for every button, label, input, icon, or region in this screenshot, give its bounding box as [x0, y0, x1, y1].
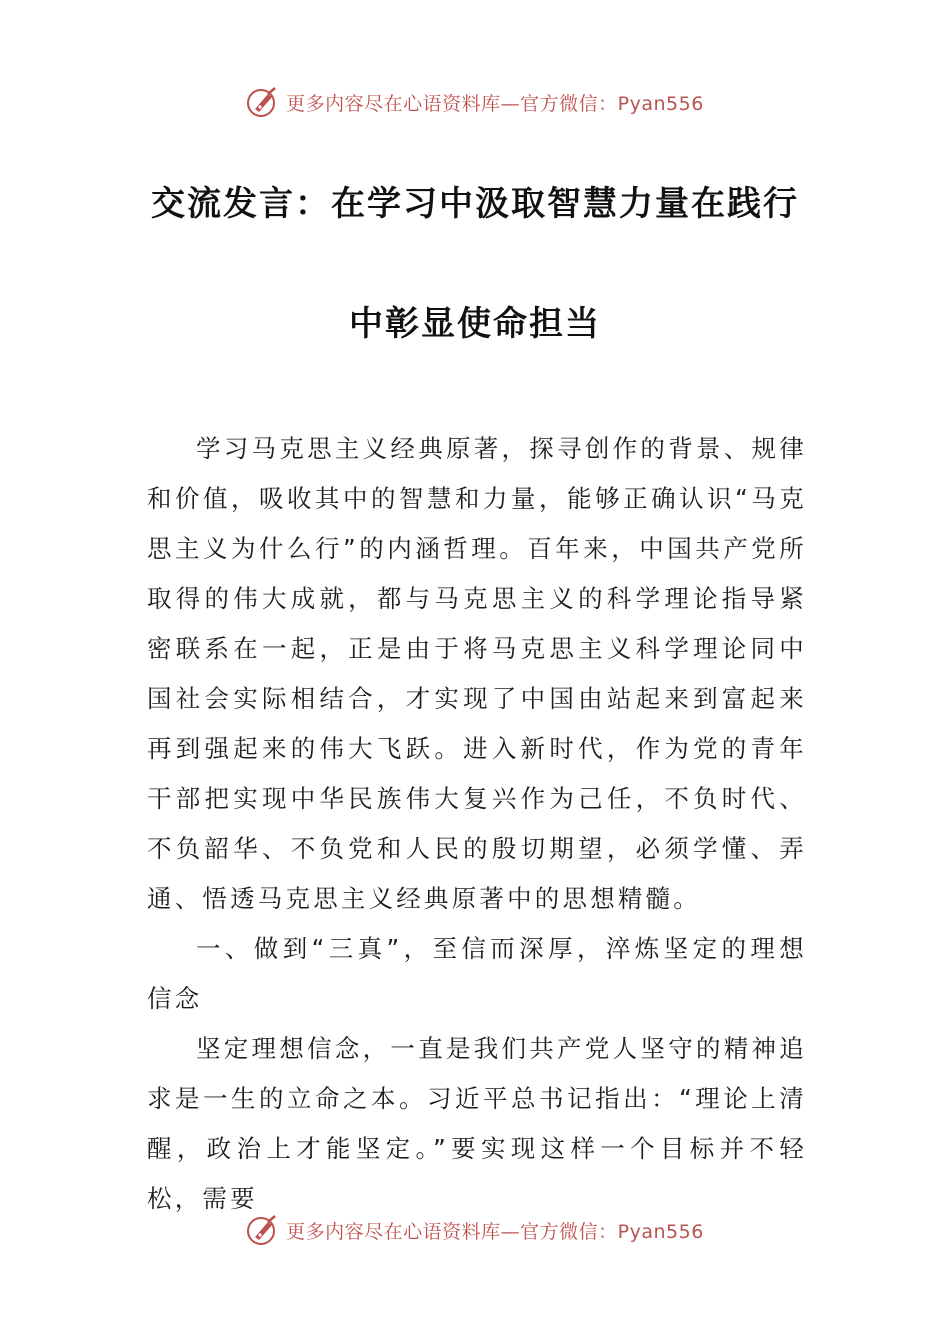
page-title-line-1: 交流发言：在学习中汲取智慧力量在践行 [151, 184, 799, 224]
paragraph: 学习马克思主义经典原著，探寻创作的背景、规律和价值，吸收其中的智慧和力量，能够正确认识“马克思主义为什么行”的内涵哲理。百年来，中国共产党所取得的伟大成就，都与马克思主义的科学理论指导紧密联系在一起，正是由于将马克思主义科学理论同中国社会实际相结合，才实现了中国由站起来到富起来再到强起来的伟大飞跃。进入新时代，作为党的青年干部把实现中华民族伟大复兴作为己任，不负时代、不负韶华、不负党和人民的殷切期望，必须学懂、弄通、悟透马克思主义经典原著中的思想精髓。 [147, 434, 807, 913]
pen-nib-logo-icon [246, 85, 280, 119]
page-title-line-2: 中彰显使命担当 [349, 304, 601, 344]
header-banner [0, 82, 950, 122]
wechat-id: Pyan556 [617, 92, 704, 115]
footer-banner [0, 1210, 950, 1250]
header-banner-text: 更多内容尽在心语资料库—官方微信：Pyan556 [286, 92, 704, 115]
paragraph: 坚定理想信念，一直是我们共产党人坚守的精神追求是一生的立命之本。习近平总书记指出：“理论上清醒，政治上才能坚定。”要实现这样一个目标并不轻松，需要 [147, 1034, 807, 1213]
pen-nib-logo-icon [246, 1213, 280, 1247]
article-body [147, 424, 807, 1224]
wechat-id: Pyan556 [617, 1220, 704, 1243]
footer-banner-text: 更多内容尽在心语资料库—官方微信：Pyan556 [286, 1220, 704, 1243]
section-heading: 一、做到“三真”，至信而深厚，淬炼坚定的理想信念 [147, 934, 807, 1013]
